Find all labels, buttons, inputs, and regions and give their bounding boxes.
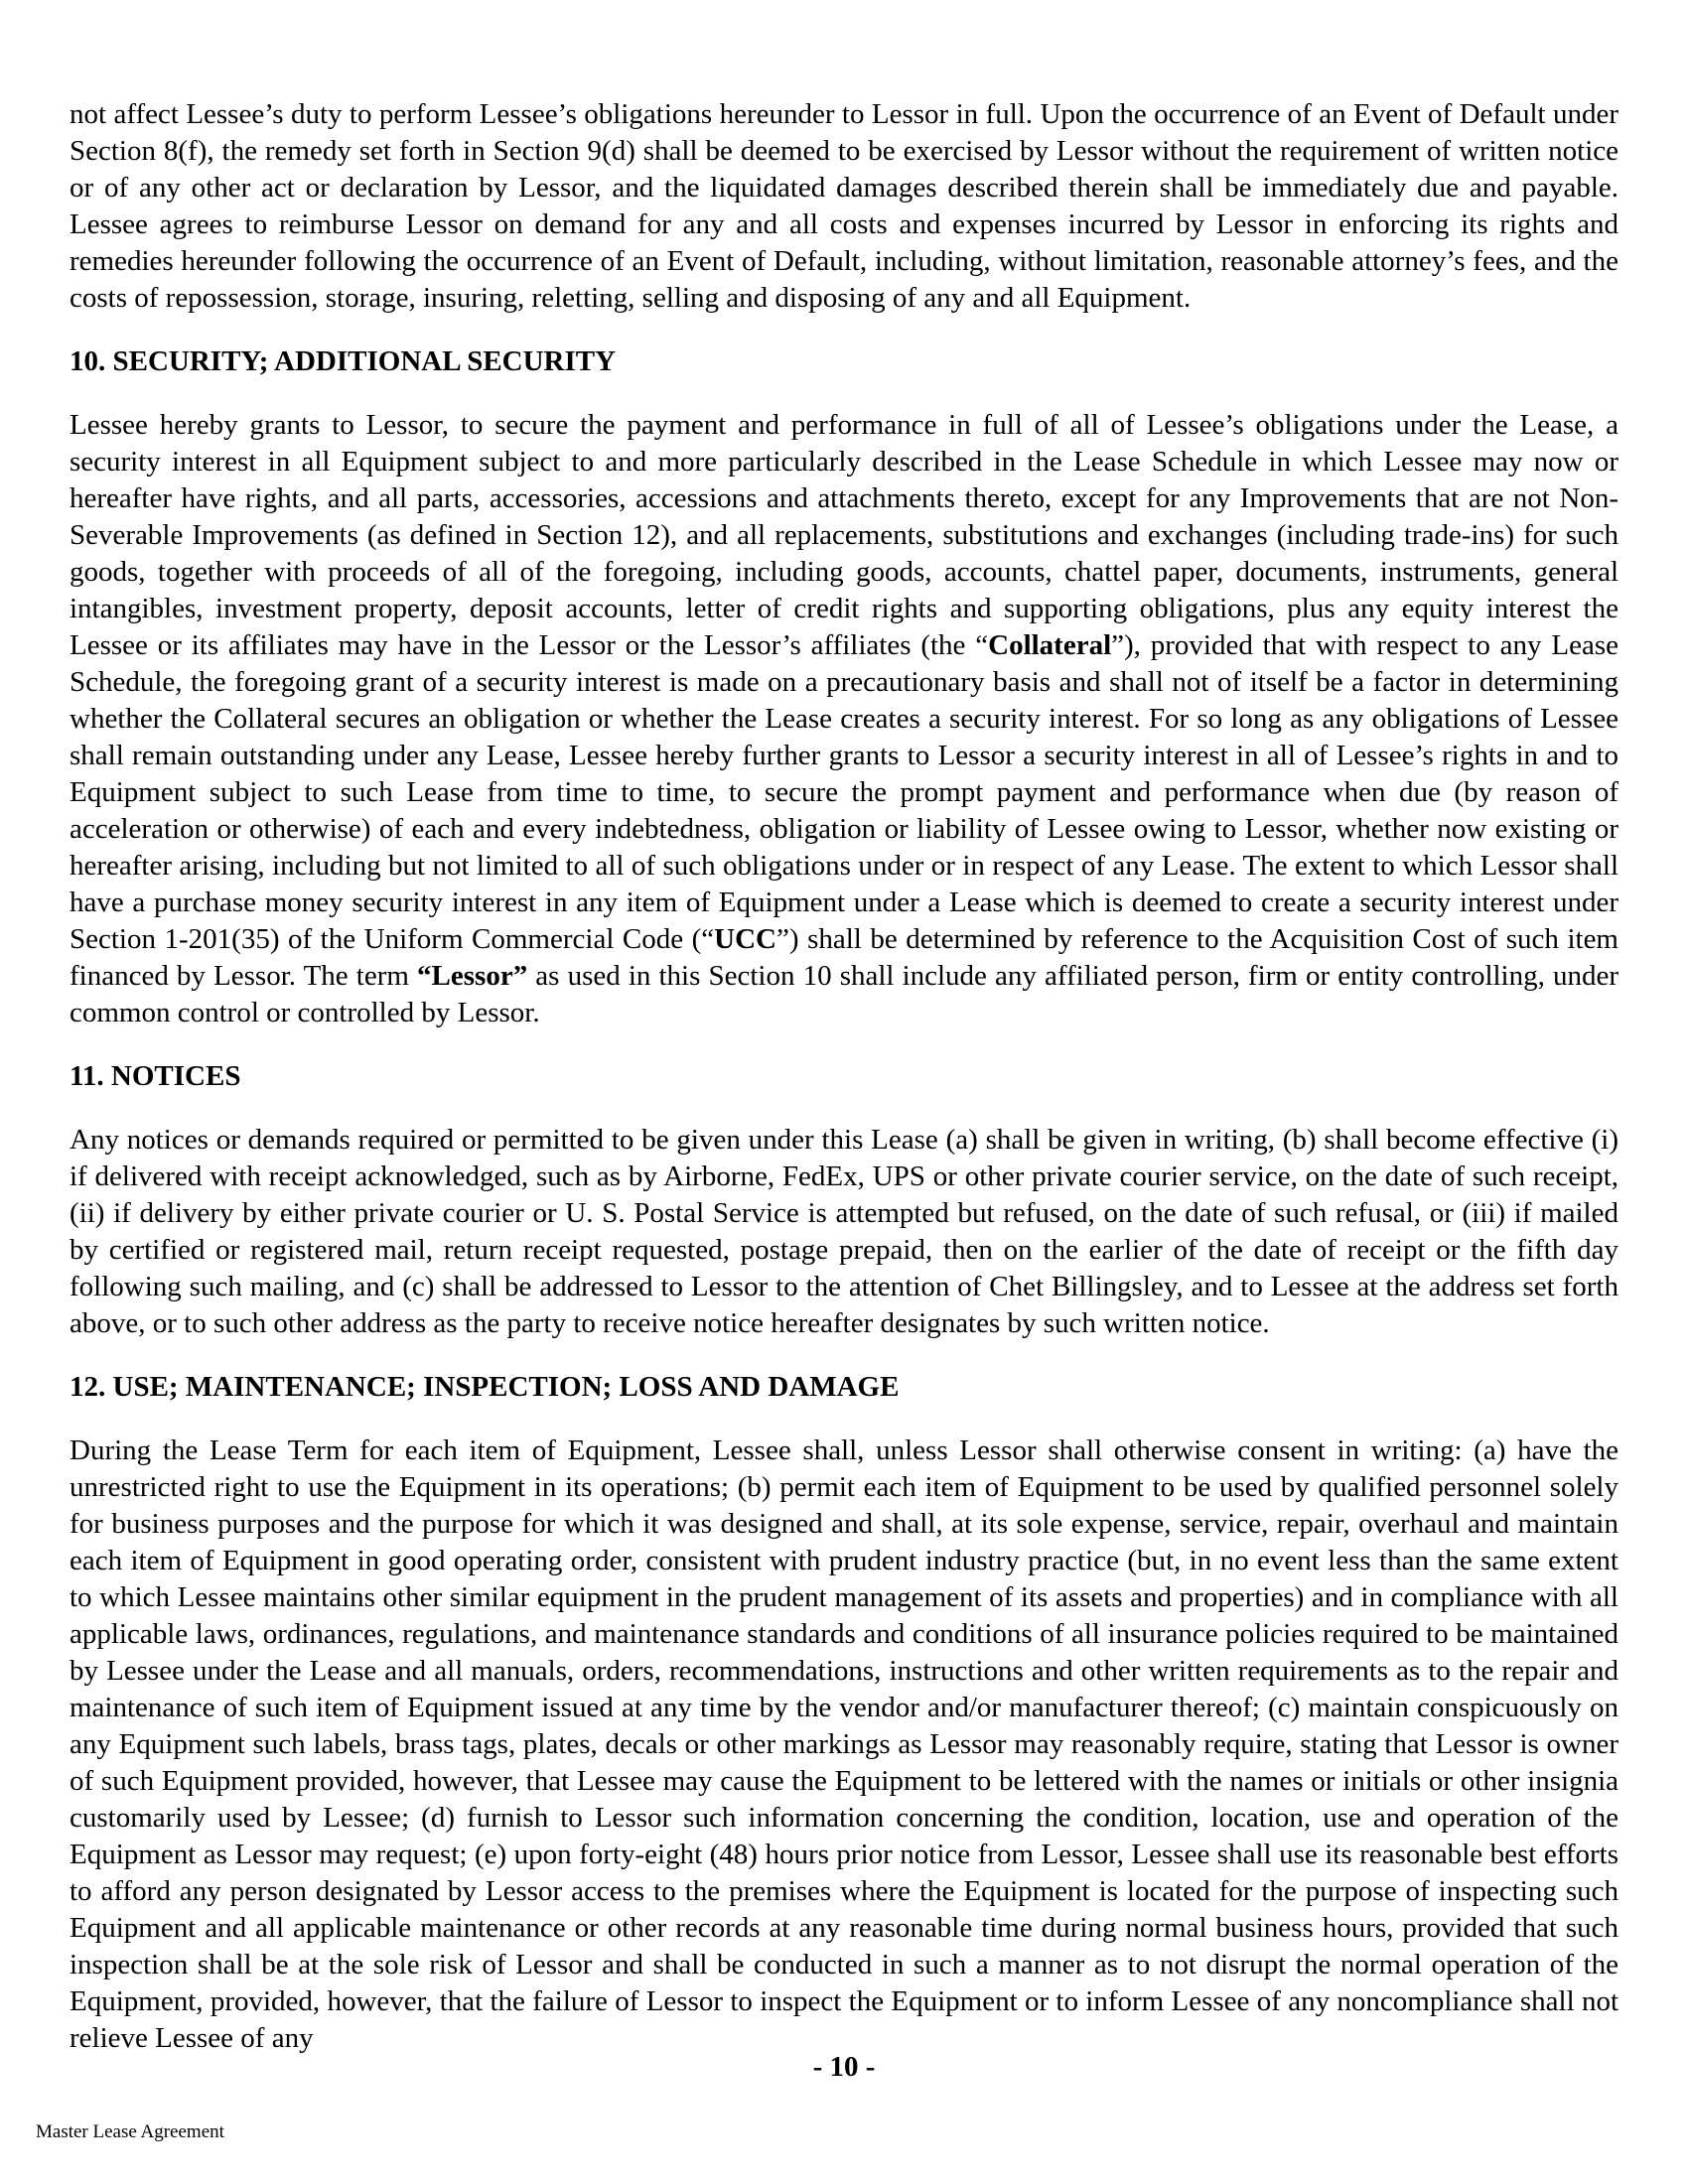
section-continuation	[70, 96, 1618, 317]
paragraph-notices: Any notices or demands required or permitted to be given under this Lease (a) shall be given in writing, (b) shall become effective (i) if delivered with receipt acknowledged, such as by Airborne, FedEx, UPS or other private courier service, on the date of such receipt, (ii) if delivery by either private courier or U. S. Postal Service is attempted but refused, on the date of such refusal, or (iii) if mailed by certified or registered mail, return receipt requested, postage prepaid, then on the earlier of the date of receipt or the fifth day following such mailing, and (c) shall be addressed to Lessor to the attention of Chet Billingsley, and to Lessee at the address set forth above, or to such other address as the party to receive notice hereafter designates by such written notice.	[70, 1124, 1618, 1339]
section-11-notices	[70, 1058, 1618, 1342]
paragraph-default-remedies: not affect Lessee’s duty to perform Lessee’s obligations hereunder to Lessor in full. Upon the occurrence of an Event of Default under Section 8(f), the remedy set forth in Section 9(d) shall be deemed to be exercised by Lessor without the requirement of written notice or of any other act or declaration by Lessor, and the liquidated damages described therein shall be immediately due and payable. Lessee agrees to reimburse Lessor on demand for any and all costs and expenses incurred by Lessor in enforcing its rights and remedies hereunder following the occurrence of an Event of Default, including, without limitation, reasonable attorney’s fees, and the costs of repossession, storage, insuring, reletting, selling and disposing of any and all Equipment.	[70, 98, 1618, 314]
document-body	[70, 0, 1618, 2084]
section-heading-notices: 11. NOTICES	[70, 1060, 241, 1092]
section-12-use-maintenance	[70, 1369, 1618, 2057]
section-heading-security: 10. SECURITY; ADDITIONAL SECURITY	[70, 345, 617, 377]
section-heading-use-maintenance: 12. USE; MAINTENANCE; INSPECTION; LOSS AND DAMAGE	[70, 1371, 900, 1403]
paragraph-security-interest: Lessee hereby grants to Lessor, to secure the payment and performance in full of all of Lessee’s obligations under the Lease, a security interest in all Equipment subject to and more particularly described in the Lease Schedule in which Lessee may now or hereafter have rights, and all parts, accessories, accessions and attachments thereto, except for any Improvements that are not Non-Severable Improvements (as defined in Section 12), and all replacements, substitutions and exchanges (including trade-ins) for such goods, together with proceeds of all of the foregoing, including goods, accounts, chattel paper, documents, instruments, general intangibles, investment property, deposit accounts, letter of credit rights and supporting obligations, plus any equity interest the Lessee or its affiliates may have in the Lessor or the Lessor’s affiliates (the “Collateral”), provided that with respect to any Lease Schedule, the foregoing grant of a security interest is made on a precautionary basis and shall not of itself be a factor in determining whether the Collateral secures an obligation or whether the Lease creates a security interest. For so long as any obligations of Lessee shall remain outstanding under any Lease, Lessee hereby further grants to Lessor a security interest in all of Lessee’s rights in and to Equipment subject to such Lease from time to time, to secure the prompt payment and performance when due (by reason of acceleration or otherwise) of each and every indebtedness, obligation or liability of Lessee owing to Lessor, whether now existing or hereafter arising, including but not limited to all of such obligations under or in respect of any Lease. The extent to which Lessor shall have a purchase money security interest in any item of Equipment under a Lease which is deemed to create a security interest under Section 1-201(35) of the Uniform Commercial Code (“UCC”) shall be determined by reference to the Acquisition Cost of such item financed by Lessor. The term “Lessor” as used in this Section 10 shall include any affiliated person, firm or entity controlling, under common control or controlled by Lessor.	[70, 409, 1619, 1028]
page-number: - 10 -	[812, 2051, 876, 2083]
section-10-security	[70, 343, 1618, 1031]
paragraph-use-maintenance: During the Lease Term for each item of Equipment, Lessee shall, unless Lessor shall otherwise consent in writing: (a) have the unrestricted right to use the Equipment in its operations; (b) permit each item of Equipment to be used by qualified personnel solely for business purposes and the purpose for which it was designed and shall, at its sole expense, service, repair, overhaul and maintain each item of Equipment in good operating order, consistent with prudent industry practice (but, in no event less than the same extent to which Lessee maintains other similar equipment in the prudent management of its assets and properties) and in compliance with all applicable laws, ordinances, regulations, and maintenance standards and conditions of all insurance policies required to be maintained by Lessee under the Lease and all manuals, orders, recommendations, instructions and other written requirements as to the repair and maintenance of such item of Equipment issued at any time by the vendor and/or manufacturer thereof; (c) maintain conspicuously on any Equipment such labels, brass tags, plates, decals or other markings as Lessor may reasonably require, stating that Lessor is owner of such Equipment provided, however, that Lessee may cause the Equipment to be lettered with the names or initials or other insignia customarily used by Lessee; (d) furnish to Lessor such information concerning the condition, location, use and operation of the Equipment as Lessor may request; (e) upon forty-eight (48) hours prior notice from Lessor, Lessee shall use its reasonable best efforts to afford any person designated by Lessor access to the premises where the Equipment is located for the purpose of inspecting such Equipment and all applicable maintenance or other records at any reasonable time during normal business hours, provided that such inspection shall be at the sole risk of Lessor and shall be conducted in such a manner as to not disrupt the normal operation of the Equipment, provided, however, that the failure of Lessor to inspect the Equipment or to inform Lessee of any noncompliance shall not relieve Lessee of any	[70, 1434, 1618, 2054]
footer-document-title: Master Lease Agreement	[36, 2121, 224, 2142]
